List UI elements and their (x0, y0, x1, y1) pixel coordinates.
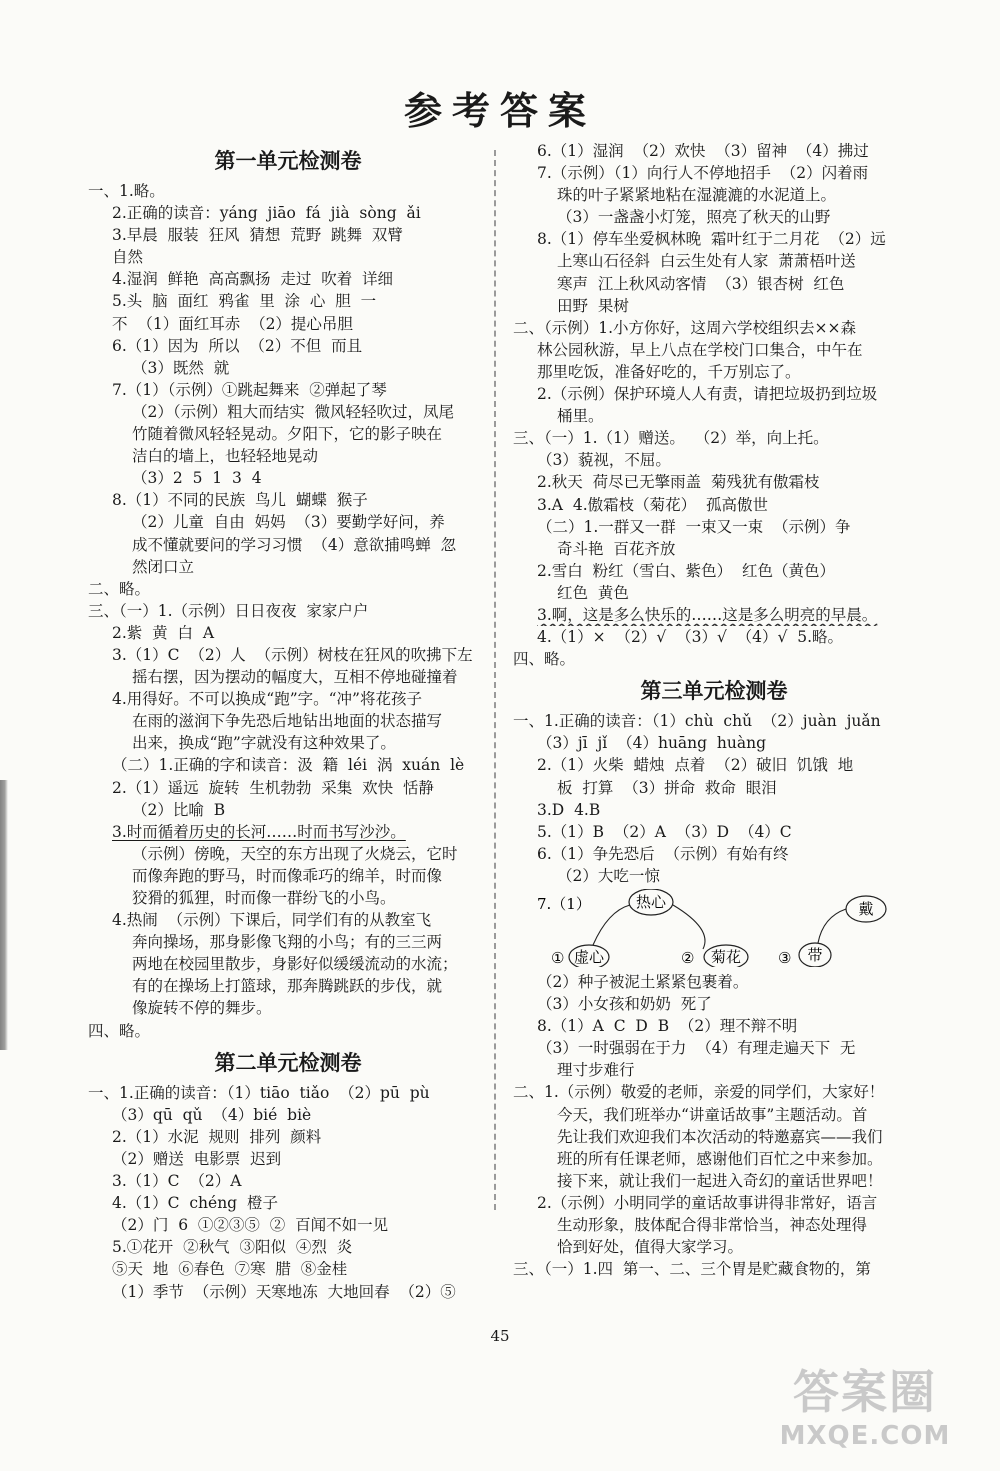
u3-line: 8.（1）A C D B （2）理不辩不明 (537, 1017, 798, 1036)
u2-line: 那里吃饭，准备好吃的，千万别忘了。 (537, 362, 801, 381)
u3-line: 板 打算 （3）拼命 救命 眼泪 (557, 778, 777, 797)
u3-line: （2）大吃一惊 (557, 866, 660, 885)
connector-line (818, 909, 846, 943)
u1-line: 奔向操场，那身影像飞翔的小鸟；有的三三两 (132, 933, 443, 952)
u2-line: 3.（1）C （2）A (112, 1172, 242, 1191)
matching-diagram (513, 889, 913, 967)
u3-line: 生动形象，肢体配合得非常恰当，神态处理得 (557, 1216, 868, 1235)
u1-line: 成不懂就要问的学习习惯 （4）意欲捕鸣蝉 忽 (132, 535, 457, 554)
u2-line: （2）赠送 电影票 迟到 (112, 1149, 282, 1168)
u1-line: 4.湿润 鲜艳 高高飘扬 走过 吹着 详细 (112, 270, 394, 289)
u2-line: 一、1.正确的读音：（1）tiāo tiǎo （2）pū pù (88, 1083, 430, 1102)
u1-line: 2.（1）遥远 旋转 生机勃勃 采集 欢快 恬静 (112, 778, 434, 797)
u1-line: （2）（示例）粗大而结实 微风轻轻吹过，凤尾 (132, 402, 454, 421)
u1-line: （二）1.正确的字和读音：汲 籍 léi 涡 xuán lè (112, 756, 465, 775)
u1-line: 3.（1）C （2）人 （示例）树枝在狂风的吹拂下左 (112, 645, 473, 664)
u1-line: 三、（一）1.（示例）日日夜夜 家家户户 (88, 601, 369, 620)
u1-line: （2）比喻 B (132, 800, 226, 819)
u1-line: （示例）傍晚，天空的东方出现了火烧云，它时 (132, 844, 458, 863)
word-bubble-text: 带 (807, 946, 823, 964)
u2-line: 4.（1）× （2）√ （3）√ （4）√ 5.略。 (537, 628, 844, 647)
watermark-logo: 答案圈 (793, 1365, 937, 1419)
u2-line: 2.（示例）保护环境人人有责，请把垃圾扔到垃圾 (537, 385, 878, 404)
right-column (513, 140, 915, 1280)
u3-line: 3.D 4.B (537, 800, 601, 819)
u3-line: 三、（一）1.四 第一、二、三个胃是贮藏食物的，第 (513, 1260, 871, 1279)
column-divider (494, 150, 496, 1210)
u2-line: （3）藐视，不屈。 (537, 451, 671, 470)
u1-line: （3）既然 就 (132, 358, 230, 377)
wavy-underlined-answer: 3.啊，这是多么快乐的……这是多么明亮的早晨。 (537, 605, 878, 624)
u1-line: 7.（1）（示例）①跳起舞来 ②弹起了琴 (112, 380, 387, 399)
u2-line: （1）季节 （示例）天寒地冻 大地回春 （2）⑤ (112, 1282, 456, 1301)
u3-line: 5.（1）B （2）A （3）D （4）C (537, 822, 792, 841)
u2-line: （2）门 6 ①②③⑤ ② 百闻不如一见 (112, 1216, 389, 1235)
u2-line: （3）qū qǔ （4）bié biè (112, 1105, 312, 1124)
watermark-url: MXQE.COM (779, 1421, 951, 1451)
unit2-heading: 第二单元检测卷 (214, 1050, 362, 1075)
u1-line: 6.（1）因为 所以 （2）不但 而且 (112, 336, 363, 355)
u1-line: 摇右摆，因为摆动的幅度大，互相不停地碰撞着 (132, 668, 458, 687)
u2-line: 2.（1）水泥 规则 排列 颜料 (112, 1127, 322, 1146)
u1-line: 四、略。 (88, 1021, 151, 1040)
u1-line: （3）2 5 1 3 4 (132, 469, 262, 488)
u2-line: 3.A 4.傲霜枝（菊花） 孤高傲世 (537, 495, 768, 514)
u1-line: 二、略。 (88, 579, 151, 598)
u3-line: 恰到好处，值得大家学习。 (557, 1238, 744, 1257)
u2-line: 2.秋天 荷尽已无擎雨盖 菊残犹有傲霜枝 (537, 473, 820, 492)
u2-line: 四、略。 (513, 650, 576, 669)
matching-figure (513, 889, 915, 967)
u2-line: （3）一盏盏小灯笼，照亮了秋天的山野 (557, 208, 831, 227)
u2-line: 三、（一）1.（1）赠送。 （2）举，向上托。 (513, 429, 829, 448)
marker: ② (681, 949, 695, 967)
u1-line: 两地在校园里散步，身影好似缓缓流动的水流； (132, 955, 458, 974)
u2-line: 5.①花开 ②秋气 ③阳似 ④烈 炎 (112, 1238, 353, 1257)
u3-line: （3）小女孩和奶奶 死了 (537, 995, 712, 1014)
u3-line: 二、1.（示例）敬爱的老师，亲爱的同学们，大家好！ (513, 1083, 885, 1102)
u1-line: 一、1.略。 (88, 182, 165, 200)
marker: ① (551, 949, 565, 967)
u1-line: 出来，换成“跑”字就没有这种效果了。 (132, 734, 396, 753)
figure-label: 7.（1） (537, 895, 591, 913)
u2-line: 上寒山石径斜 白云生处有人家 萧萧梧叶送 (557, 252, 856, 271)
u2-line: 2.雪白 粉红（雪白、紫色） 红色（黄色） (537, 561, 835, 580)
u3-line: 2.（1）火柴 蜡烛 点着 （2）破旧 饥饿 地 (537, 756, 854, 775)
u1-line: 2.正确的读音：yáng jiāo fá jià sòng ǎi (112, 204, 421, 223)
underlined-quote: 3.时而循着历史的长河……时而书写沙沙。 (112, 822, 406, 841)
u1-line: 然闭口立 (132, 557, 195, 576)
u1-line: 狡猾的狐狸，时而像一群纷飞的小鸟。 (132, 889, 396, 907)
u3-line: 班的所有任课老师，感谢他们百忙之中来参加。 (557, 1149, 883, 1168)
unit1-heading: 第一单元检测卷 (214, 149, 362, 173)
u2-line: 6.（1）湿润 （2）欢快 （3）留神 （4）拂过 (537, 142, 869, 160)
u2-line (513, 604, 915, 626)
u3-line: 2.（示例）小明同学的童话故事讲得非常好，语言 (537, 1193, 878, 1212)
u2-line: 珠的叶子紧紧地粘在湿漉漉的水泥道上。 (557, 186, 837, 205)
u1-line: 自然 (112, 248, 144, 267)
u1-line: （2）儿童 自由 妈妈 （3）要勤学好问，养 (132, 513, 445, 532)
left-column (88, 140, 488, 1303)
u3-line: （3）jī jǐ （4）huāng huàng (537, 734, 767, 753)
u2-line: 8.（1）停车坐爱枫林晚 霜叶红于二月花 （2）远 (537, 230, 886, 249)
scan-artifact (0, 780, 8, 1050)
u2-line: 桶里。 (557, 407, 604, 426)
word-bubble-text: 菊花 (710, 948, 742, 966)
u1-line: 4.热闹 （示例）下课后，同学们有的从教室飞 (112, 911, 432, 930)
u1-line: 有的在操场上打篮球，那奔腾跳跃的步伐，就 (132, 977, 443, 996)
u1-line (88, 821, 488, 843)
u2-line: 红色 黄色 (557, 583, 629, 602)
u3-line: 接下来，就让我们一起进入奇幻的童话世界吧！ (557, 1171, 883, 1190)
u1-line: 不 （1）面红耳赤 （2）提心吊胆 (112, 314, 353, 333)
u2-line: （二）1.一群又一群 一束又一束 （示例）争 (537, 517, 851, 536)
u1-line: 3.早晨 服装 狂风 猜想 荒野 跳舞 双臂 (112, 226, 403, 245)
u2-line: 二、（示例）1.小方你好，这周六学校组织去××森 (513, 318, 857, 337)
u2-line: 田野 果树 (557, 296, 629, 315)
word-bubble-text: 戴 (858, 900, 874, 918)
u3-line: 先让我们欢迎我们本次活动的特邀嘉宾——我们 (557, 1127, 883, 1146)
u2-line: ⑤天 地 ⑥春色 ⑦寒 腊 ⑧金桂 (112, 1260, 348, 1279)
page-title: 参考答案 (403, 89, 596, 133)
u3-line: 今天，我们班举办“讲童话故事”主题活动。首 (557, 1105, 868, 1124)
u1-line: 2.紫 黄 白 A (112, 623, 215, 642)
u3-line: 理寸步难行 (557, 1061, 635, 1080)
u1-line: 洁白的墙上，也轻轻地晃动 (132, 447, 319, 466)
u1-line: 像旋转不停的舞步。 (132, 999, 272, 1018)
u2-line: 4.（1）C chéng 橙子 (112, 1194, 278, 1213)
u3-line: 一、1.正确的读音：（1）chù chǔ （2）juàn juǎn (513, 712, 881, 731)
u3-line: （2）种子被泥土紧紧包裹着。 (537, 973, 749, 991)
u1-line: 8.（1）不同的民族 鸟儿 蝴蝶 猴子 (112, 491, 368, 510)
u2-line: 寒声 江上秋风动客情 （3）银杏树 红色 (557, 274, 845, 293)
connector-line (593, 905, 630, 945)
u1-line: 5.头 脑 面红 鸦雀 里 涂 心 胆 一 (112, 292, 377, 311)
u1-line: 而像奔跑的野马，时而像乖巧的绵羊，时而像 (132, 866, 443, 885)
u3-line: （3）一时强弱在于力 （4）有理走遍天下 无 (537, 1039, 856, 1058)
watermark (750, 1363, 980, 1463)
word-bubble-text: 热心 (635, 893, 667, 911)
page-number: 45 (490, 1327, 510, 1345)
u2-line: 奇斗艳 百花齐放 (557, 539, 676, 558)
u1-line: 4.用得好。不可以换成“跑”字。“冲”将花孩子 (112, 690, 422, 709)
word-bubble-text: 虚心 (573, 948, 605, 966)
connector-line (673, 905, 705, 949)
unit3-heading: 第三单元检测卷 (640, 679, 788, 704)
u2-line: 林公园秋游，早上八点在学校门口集合，中午在 (537, 340, 863, 359)
marker: ③ (778, 949, 792, 967)
u3-line: 6.（1）争先恐后 （示例）有始有终 (537, 844, 789, 863)
u1-line: 竹随着微风轻轻晃动。夕阳下，它的影子映在 (132, 425, 443, 444)
u1-line: 在雨的滋润下争先恐后地钻出地面的状态描写 (132, 712, 443, 731)
u2-line: 7.（示例）（1）向行人不停地招手 （2）闪着雨 (537, 164, 869, 183)
